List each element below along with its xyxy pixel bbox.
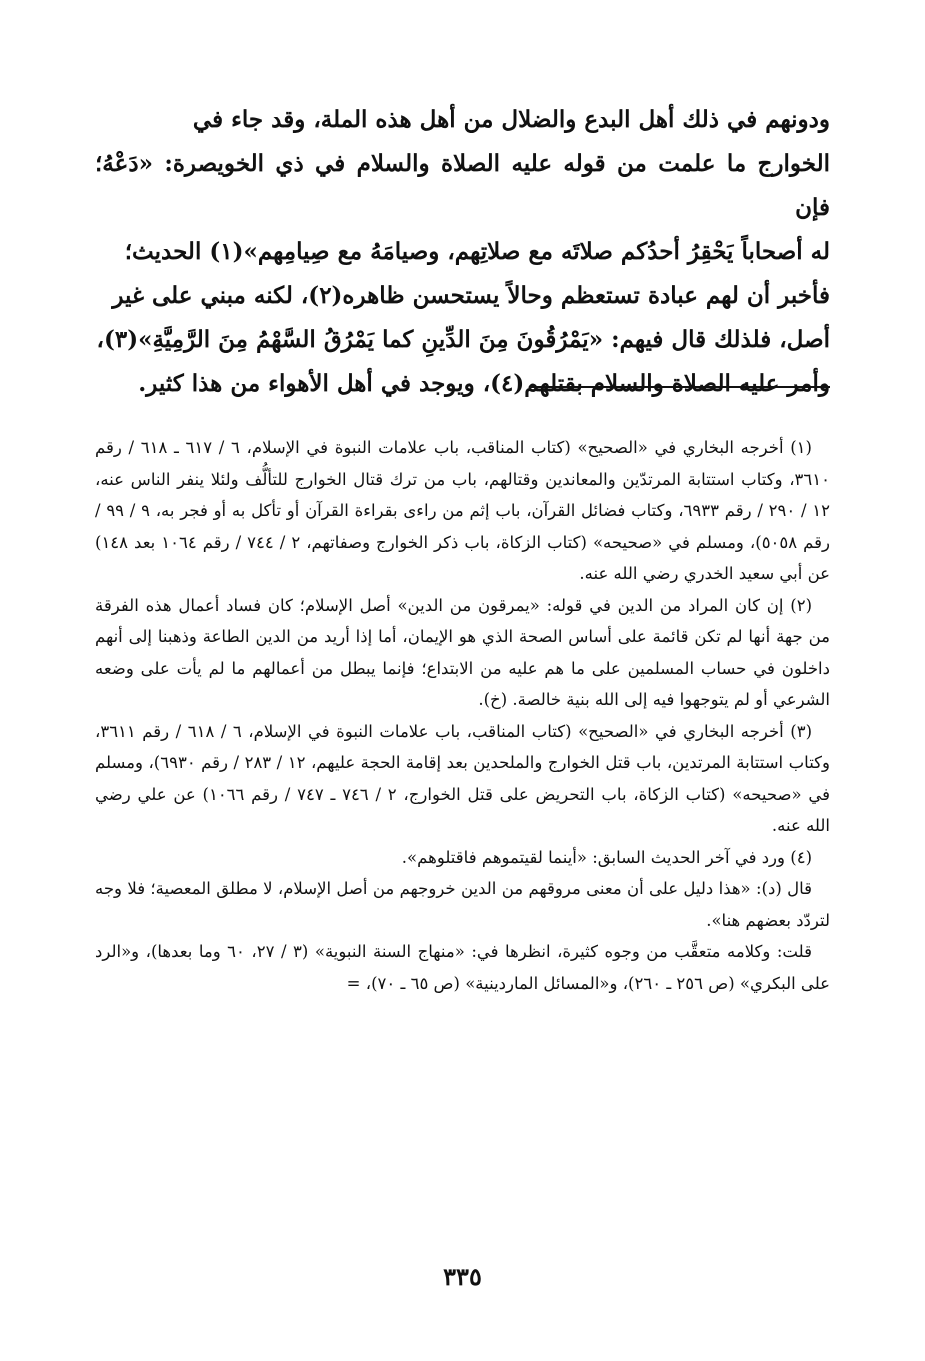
footnote-separator-rule xyxy=(530,386,830,388)
footnote-4: (٤) ورد في آخر الحديث السابق: «أينما لقيتموهم فاقتلوهم». xyxy=(401,847,812,867)
main-text-block xyxy=(95,98,830,406)
footnote-1: (١) أخرجه البخاري في «الصحيح» (كتاب المناقب، باب علامات النبوة في الإسلام، ٦ / ٦١٧ ـ ٦١٨ / رقم ٣٦١٠، وكتاب استتابة المرتدّين والمعاندين وقتالهم، باب من ترك قتال الخوارج للتألُّف ولئلا ينفر الناس عنه، ١٢ / ٢٩٠ / رقم ٦٩٣٣، وكتاب فضائل القرآن، باب إثم من راءى بقراءة القرآن أو تأكل به أو فجر به، ٩ / ٩٩ / رقم ٥٠٥٨)، ومسلم في «صحيحه» (كتاب الزكاة، باب ذكر الخوارج وصفاتهم، ٢ / ٧٤٤ / رقم ١٠٦٤ بعد ١٤٨) عن أبي سعيد الخدري رضي الله عنه. xyxy=(95,438,830,583)
main-text-line: الخوارج ما علمت من قوله عليه الصلاة والسلام في ذي الخويصرة: «دَعْهُ؛ فإن xyxy=(95,150,830,221)
main-text-line: له أصحاباً يَحْقِرُ أحدُكم صلاتَه مع صلاتِهم، وصيامَهُ مع صِيامِهم»(١) الحديث؛ xyxy=(124,238,830,265)
footnote-4-editor-note: قال (د): «هذا دليل على أن معنى مروقهم من الدين خروجهم من أصل الإسلام، لا مطلق المعصية؛ فلا وجه لتردّد بعضهم هنا». xyxy=(95,879,830,930)
main-text-line: فأخبر أن لهم عبادة تستعظم وحالاً يستحسن ظاهره(٢)، لكنه مبني على غير xyxy=(112,282,830,309)
footnote-4-reply: قلت: وكلامه متعقَّب من وجوه كثيرة، انظرها في: «منهاج السنة النبوية» (٣ / ٢٧، ٦٠ وما بعدها)، و«الرد على البكري» (ص ٢٥٦ ـ ٢٦٠)، و«المسائل الماردينية» (ص ٦٥ ـ ٧٠)، = xyxy=(95,942,830,993)
main-text-line: ودونهم في ذلك أهل البدع والضلال من أهل هذه الملة، وقد جاء في xyxy=(192,106,830,133)
footnote-2: (٢) إن كان المراد من الدين في قوله: «يمرقون من الدين» أصل الإسلام؛ كان فساد أعمال هذه الفرقة من جهة أنها لم تكن قائمة على أساس الصحة الذي هو الإيمان، أما إذا أريد من الدين الطاعة وذهبنا إلى أنهم داخلون في حساب المسلمين على ما هم عليه من الابتداع؛ فإنما يبطل من أعمالهم ما لم يأت على وضعه الشرعي أو لم يتوجهوا فيه إلى الله بنية خالصة. (خ). xyxy=(95,595,830,709)
main-text-line: وأمر عليه الصلاة والسلام بقتلهم(٤)، ويوجد في أهل الأهواء من هذا كثير. xyxy=(138,370,830,397)
footnote-3: (٣) أخرجه البخاري في «الصحيح» (كتاب المناقب، باب علامات النبوة في الإسلام، ٦ / ٦١٨ / رقم ٣٦١١، وكتاب استتابة المرتدين، باب قتل الخوارج والملحدين بعد إقامة الحجة عليهم، ١٢ / ٢٨٣ / رقم ٦٩٣٠)، ومسلم في «صحيحه» (كتاب الزكاة، باب التحريض على قتل الخوارج، ٢ / ٧٤٦ ـ ٧٤٧ / رقم ١٠٦٦) عن علي رضي الله عنه. xyxy=(95,721,830,835)
footnotes-block xyxy=(95,432,830,999)
page-number: ٣٣٥ xyxy=(443,1262,482,1291)
main-text-line: أصل، فلذلك قال فيهم: «يَمْرُقُونَ مِنَ الدِّينِ كما يَمْرُقُ السَّهْمُ مِنَ الرَّمِيَّةِ»(٣)، xyxy=(96,326,830,353)
